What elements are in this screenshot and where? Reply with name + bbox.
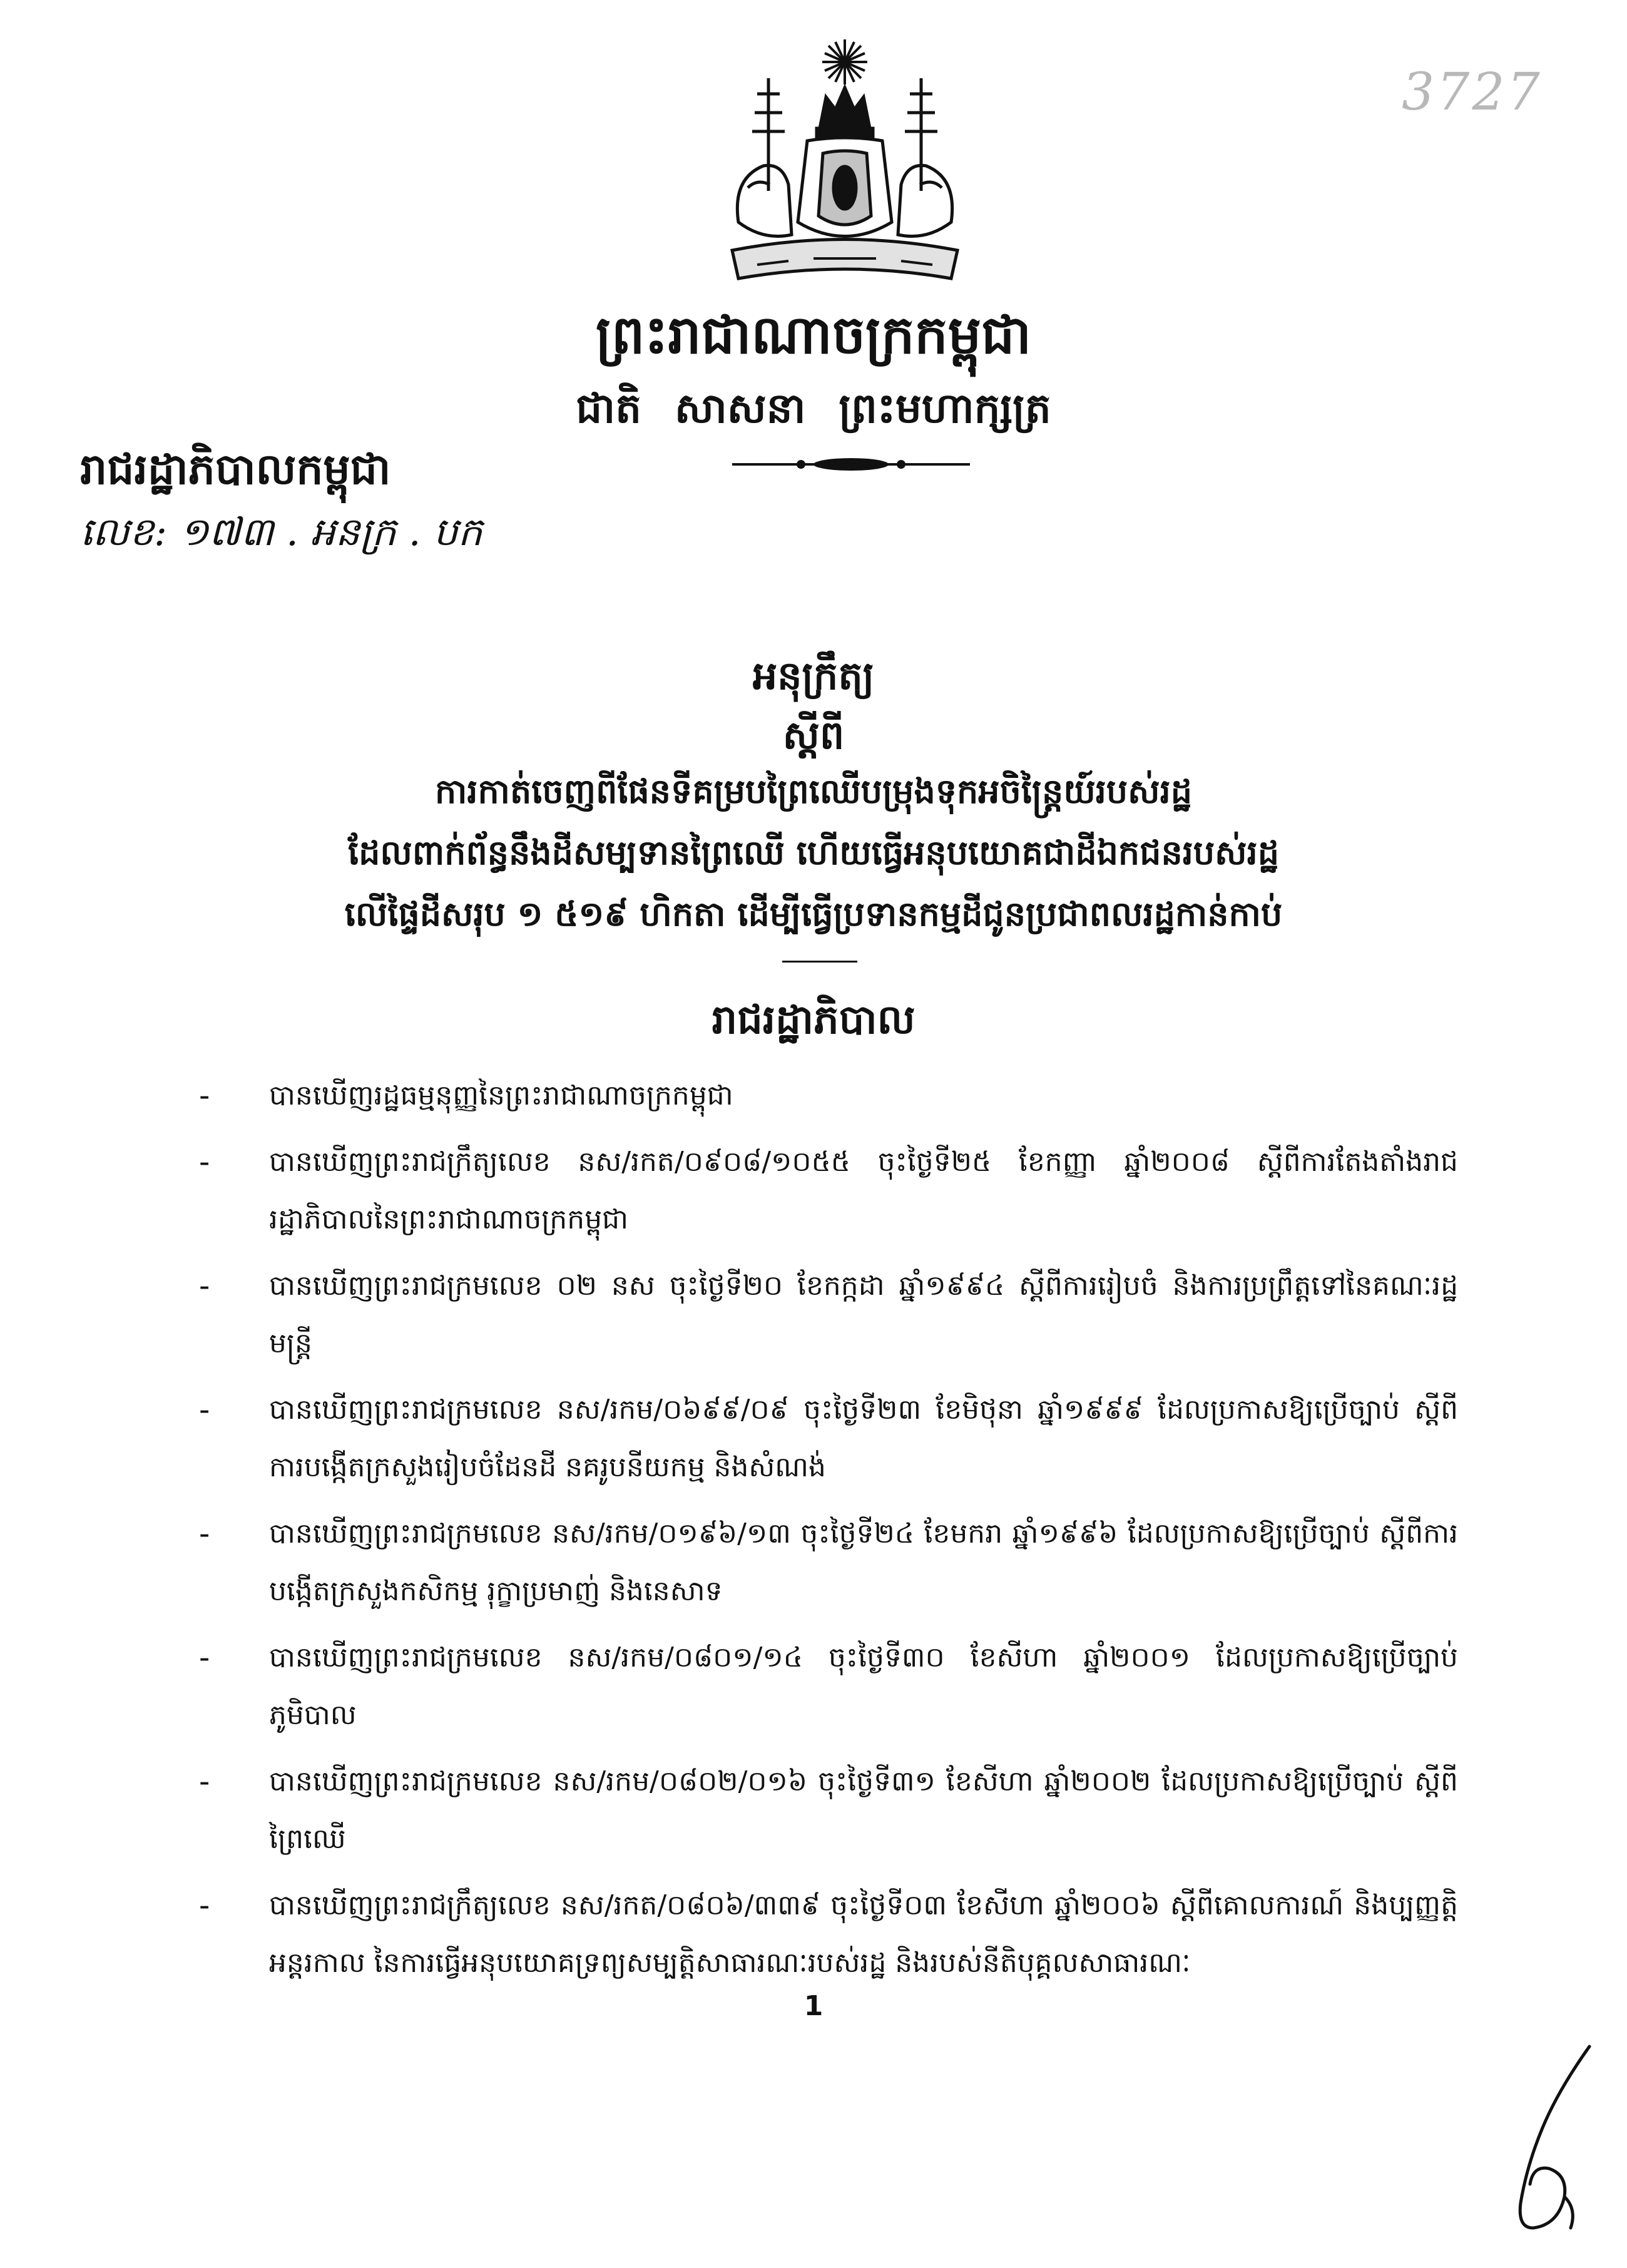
body-heading: រាជរដ្ឋាភិបាល: [711, 996, 916, 1043]
clause-text: បានឃើញព្រះរាជក្រឹត្យលេខ នស/រកត/០៨០៦/៣៣៩ ចុះថ្ងៃទី០៣ ខែសីហា ឆ្នាំ២០០៦ ស្តីពីគោលការណ៍ និងប្បញ្ញត្តិអន្តរកាល នៃការធ្វើអនុបយោគទ្រព្យសម្បត្តិសាធារណៈរបស់រដ្ឋ និងរបស់នីតិបុគ្គលសាធារណៈ: [269, 1889, 1458, 1979]
title-line: ដែលពាក់ព័ន្ធនឹងដីសម្បទានព្រៃឈើ ហើយធ្វើអនុបយោគជាដីឯកជនរបស់រដ្ឋ: [348, 832, 1279, 872]
issuing-government: រាជរដ្ឋាភិបាលកម្ពុជា: [80, 444, 391, 494]
list-dash: -: [199, 1392, 210, 1428]
list-dash: -: [199, 1269, 210, 1304]
clause-text: បានឃើញព្រះរាជក្រមលេខ នស/រកម/០៨០២/០១៦ ចុះថ្ងៃទី៣១ ខែសីហា ឆ្នាំ២០០២ ដែលប្រកាសឱ្យប្រើច្បាប់ ស្តីពីព្រៃឈើ: [269, 1765, 1458, 1855]
preamble-clause: [0, 1133, 1627, 1249]
handwritten-archive-number: 3727: [1402, 63, 1543, 122]
page-number: 1: [803, 1990, 824, 2022]
preamble-clause: [0, 1753, 1627, 1868]
preamble-clause: [0, 1505, 1627, 1620]
handwritten-initials-icon: [1483, 2040, 1608, 2247]
list-dash: -: [199, 1888, 210, 1923]
title-line: ការកាត់ចេញពីផែនទីគម្របព្រៃឈើបម្រុងទុកអចិន្ត្រៃយ៍របស់រដ្ឋ: [435, 771, 1192, 811]
preamble-clause: [0, 1257, 1627, 1372]
clause-text: បានឃើញព្រះរាជក្រមលេខ នស/រកម/០១៩៦/១៣ ចុះថ្ងៃទី២៤ ខែមករា ឆ្នាំ១៩៩៦ ដែលប្រកាសឱ្យប្រើច្បាប់ ស្តីពីការបង្កើតក្រសួងកសិកម្ម រុក្ខាប្រមាញ់ និងនេសាទ: [269, 1518, 1458, 1607]
list-dash: -: [199, 1640, 210, 1675]
clause-text: បានឃើញព្រះរាជក្រឹត្យលេខ នស/រកត/០៩០៨/១០៥៥ ចុះថ្ងៃទី២៥ ខែកញ្ញា ឆ្នាំ២០០៨ ស្តីពីការតែងតាំងរាជរដ្ឋាភិបាលនៃព្រះរាជាណាចក្រកម្ពុជា: [269, 1146, 1458, 1235]
document-type: អនុក្រឹត្យ: [752, 653, 875, 698]
list-dash: -: [199, 1145, 210, 1180]
preamble-clause: [0, 1067, 1627, 1125]
list-dash: -: [199, 1516, 210, 1551]
list-dash: -: [199, 1764, 210, 1799]
preamble-clause: [0, 1877, 1627, 1992]
reference-number: លេខ: ១៧៣ . អនក្រ . បក: [80, 509, 482, 554]
title-divider: [782, 961, 857, 963]
subject-label: ស្តីពី: [782, 712, 845, 758]
royal-coat-of-arms-icon: [713, 34, 976, 285]
decree-title: [238, 760, 1389, 944]
preamble-clause: [0, 1381, 1627, 1496]
national-motto: ជាតិ សាសនា ព្រះមហាក្សត្រ: [576, 384, 1051, 432]
preamble-clause: [0, 1629, 1627, 1744]
title-line: លើផ្ទៃដីសរុប ១ ៥១៩ ហិកតា ដើម្បីធ្វើប្រទានកម្មដីជូនប្រជាពលរដ្ឋកាន់កាប់: [344, 894, 1283, 934]
clause-text: បានឃើញព្រះរាជក្រមលេខ នស/រកម/០៨០១/១៤ ចុះថ្ងៃទី៣០ ខែសីហា ឆ្នាំ២០០១ ដែលប្រកាសឱ្យប្រើច្បាប់ភូមិបាល: [269, 1642, 1458, 1731]
ornamental-divider-icon: [732, 452, 970, 477]
clause-text: បានឃើញរដ្ឋធម្មនុញ្ញនៃព្រះរាជាណាចក្រកម្ពុជា: [269, 1080, 733, 1111]
preamble-clauses: [0, 1067, 1627, 2001]
kingdom-name: ព្រះរាជាណាចក្រកម្ពុជា: [595, 304, 1032, 365]
clause-text: បានឃើញព្រះរាជក្រមលេខ ០២ នស ចុះថ្ងៃទី២០ ខែកក្កដា ឆ្នាំ១៩៩៤ ស្តីពីការរៀបចំ និងការប្រព្រឹត្តទៅនៃគណៈរដ្ឋមន្ត្រី: [269, 1270, 1458, 1359]
list-dash: -: [199, 1078, 210, 1113]
clause-text: បានឃើញព្រះរាជក្រមលេខ នស/រកម/០៦៩៩/០៩ ចុះថ្ងៃទី២៣ ខែមិថុនា ឆ្នាំ១៩៩៩ ដែលប្រកាសឱ្យប្រើច្បាប់ ស្តីពីការបង្កើតក្រសួងរៀបចំដែនដី នគរូបនីយកម្ម និងសំណង់: [269, 1394, 1459, 1483]
